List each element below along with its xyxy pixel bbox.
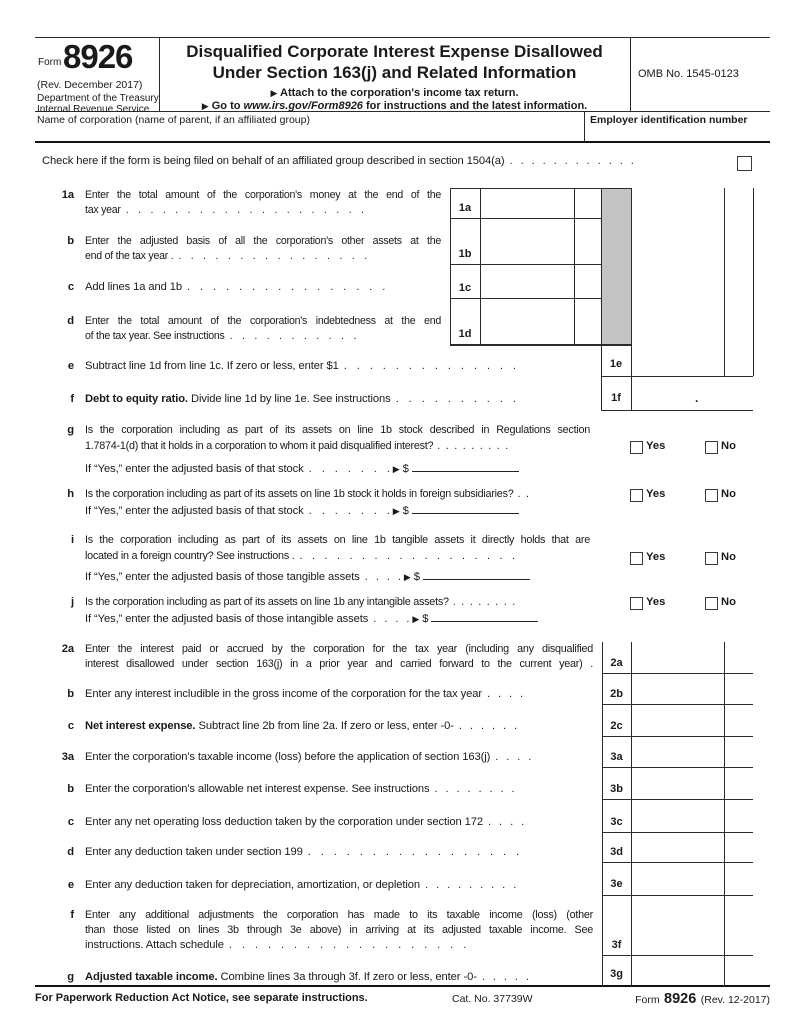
label-1g-yes: Yes: [646, 440, 666, 452]
label-1j-no: No: [721, 596, 736, 608]
box-label-2b: 2b: [610, 688, 623, 700]
amount-field-1d[interactable]: [481, 300, 600, 343]
box-label-3e: 3e: [610, 878, 623, 890]
checkbox-1j-no[interactable]: [705, 597, 718, 610]
line-number-3c: c: [67, 816, 74, 828]
form-revision: (Rev. December 2017): [37, 79, 143, 91]
checkbox-1g-no[interactable]: [705, 441, 718, 454]
grid-line: [602, 673, 753, 674]
grid-line: [602, 832, 753, 833]
line-1j-if-yes: If “Yes,” enter the adjusted basis of those intangible assets . . . . ▶ $: [85, 611, 538, 626]
line-2b-text: Enter any interest includible in the gross income of the corporation for the tax year . . . .: [85, 688, 524, 700]
grid-line: [602, 862, 753, 863]
form-bottom-rule: [35, 985, 770, 987]
label-1h-no: No: [721, 488, 736, 500]
goto-instruction: ▶ Go to www.irs.gov/Form8926 for instructions and the latest information.: [201, 100, 588, 112]
right-arrow-icon: ▶: [392, 464, 400, 474]
amount-field-2b[interactable]: [632, 675, 752, 703]
line-number-3d: d: [67, 846, 74, 858]
line-number-1a: 1a: [61, 189, 74, 201]
label-1i-yes: Yes: [646, 551, 666, 563]
checkbox-1h-no[interactable]: [705, 489, 718, 502]
grid-line: [450, 264, 601, 265]
ratio-decimal-point: .: [695, 391, 699, 405]
amount-field-3e[interactable]: [632, 864, 752, 894]
amount-field-3d[interactable]: [632, 834, 752, 861]
line-number-3a: 3a: [61, 751, 74, 763]
ein-input[interactable]: [590, 126, 765, 141]
grid-line: [602, 704, 753, 705]
line-number-1h: h: [67, 488, 74, 500]
grid-line: [602, 895, 753, 896]
line-number-3e: e: [67, 879, 74, 891]
amount-field-3g[interactable]: [632, 957, 752, 984]
affiliated-group-checkbox[interactable]: [737, 156, 752, 171]
line-1b-text: Enter the adjusted basis of all the corporation's other assets at the: [85, 235, 441, 247]
grid-line: [602, 736, 753, 737]
box-label-3a: 3a: [610, 751, 623, 763]
line-1c-text: Add lines 1a and 1b . . . . . . . . . . . . . . . .: [85, 281, 386, 293]
line-3d-text: Enter any deduction taken under section 199 . . . . . . . . . . . . . . . . .: [85, 846, 520, 858]
amount-field-3f[interactable]: [632, 897, 752, 954]
name-input[interactable]: [37, 126, 577, 141]
form-title-line1: Disqualified Corporate Interest Expense Disallowed: [186, 42, 603, 61]
line-1d-text: Enter the total amount of the corporation's indebtedness at the end: [85, 315, 441, 327]
line-1b-text2: end of the tax year . . . . . . . . . . . . . . . . .: [85, 250, 367, 262]
entity-row-rule: [35, 141, 770, 143]
shaded-column: [602, 188, 631, 344]
grid-line: [602, 955, 753, 956]
box-label-1f: 1f: [611, 392, 621, 404]
line-3e-text: Enter any deduction taken for depreciation, amortization, or depletion . . . . . . . . .: [85, 879, 517, 891]
grid-line: [450, 218, 601, 219]
form-title-line2: Under Section 163(j) and Related Information: [212, 63, 577, 82]
grid-line: [602, 799, 753, 800]
footer-form-id: Form 8926 (Rev. 12-2017): [635, 991, 770, 1007]
line-number-1f: f: [70, 393, 74, 405]
amount-field-2a[interactable]: [632, 644, 752, 672]
right-arrow-icon: ▶: [270, 88, 278, 98]
dot-leader: . . . . . . . . . . .: [229, 330, 357, 342]
catalog-number: Cat. No. 37739W: [452, 993, 533, 1005]
affiliated-group-line: Check here if the form is being filed on behalf of an affiliated group described in section 1504(a) . . . . . . . . . . . .: [42, 155, 634, 167]
line-1g-text2: 1.7874-1(d) that it holds in a corporation to whom it paid disqualified interest? . . . . . . . . .: [85, 440, 509, 452]
grid-line: [602, 767, 753, 768]
dot-leader: . . . . . . . . . . . .: [509, 155, 634, 167]
label-1j-yes: Yes: [646, 596, 666, 608]
amount-field-2c[interactable]: [632, 707, 752, 735]
box-label-3g: 3g: [610, 968, 623, 980]
line-2a-text: Enter the interest paid or accrued by the corporation for the tax year (including any disqualified: [85, 643, 593, 655]
line-1i-if-yes: If “Yes,” enter the adjusted basis of those tangible assets . . . . ▶ $: [85, 569, 530, 584]
dot-leader: . . . . . . . . . . . . . . . . .: [307, 846, 520, 858]
dot-leader: . . . .: [486, 688, 524, 700]
grid-line: [601, 410, 753, 411]
adjusted-basis-field-1g[interactable]: [412, 461, 519, 472]
irs-url: www.irs.gov/Form8926: [243, 100, 363, 112]
amount-field-1a[interactable]: [481, 190, 600, 217]
checkbox-1g-yes[interactable]: [630, 441, 643, 454]
line-number-1d: d: [67, 315, 74, 327]
box-label-1a: 1a: [458, 202, 472, 214]
line-3a-text: Enter the corporation's taxable income (loss) before the application of section 163(j) . . . .: [85, 751, 532, 763]
line-1i-text2: located in a foreign country? See instructions . . . . . . . . . . . . . . . . . . .: [85, 550, 515, 562]
line-number-2c: c: [67, 720, 74, 732]
line-3c-text: Enter any net operating loss deduction taken by the corporation under section 172 . . . .: [85, 816, 525, 828]
checkbox-1i-no[interactable]: [705, 552, 718, 565]
grid-line: [450, 188, 632, 189]
line-3g-text: Adjusted taxable income. Combine lines 3a through 3f. If zero or less, enter -0- . . . . .: [85, 971, 529, 983]
top-rule: [35, 37, 770, 38]
ratio-field-1f[interactable]: [632, 378, 752, 409]
right-arrow-icon: ▶: [403, 572, 411, 582]
line-number-3f: f: [70, 909, 74, 921]
line-1h-text: Is the corporation including as part of its assets on line 1b stock it holds in foreign subsidiaries? . .: [85, 488, 529, 500]
line-1i-text: Is the corporation including as part of its assets on line 1b tangible assets it directly holds that are: [85, 534, 590, 546]
label-1h-yes: Yes: [646, 488, 666, 500]
dot-leader: . . . . . . . . .: [425, 879, 517, 891]
amount-field-1e[interactable]: [632, 347, 752, 375]
dot-leader: . . . . . . . . . . . . . . . . . . .: [228, 939, 467, 951]
line-1a-text2: tax year . . . . . . . . . . . . . . . . . . . .: [85, 204, 364, 216]
form-word: Form: [38, 57, 62, 68]
line-1g-if-yes: If “Yes,” enter the adjusted basis of that stock . . . . . . . ▶ $: [85, 461, 519, 476]
dot-leader: . . . . . . . . . . . . . . . .: [178, 250, 367, 262]
dot-leader: . .: [517, 488, 529, 500]
box-label-3d: 3d: [610, 846, 623, 858]
line-3f-text3: instructions. Attach schedule . . . . . . . . . . . . . . . . . . .: [85, 939, 467, 951]
amount-field-3c[interactable]: [632, 802, 752, 831]
amount-field-3b[interactable]: [632, 770, 752, 798]
grid-line: [450, 298, 601, 299]
grid-line: [601, 376, 753, 377]
attach-instruction: ▶ Attach to the corporation's income tax return.: [270, 87, 519, 99]
dot-leader: . . . .: [488, 816, 525, 828]
right-arrow-icon: ▶: [392, 506, 400, 516]
line-1d-text2: of the tax year. See instructions . . . . . . . . . . .: [85, 330, 357, 342]
adjusted-basis-field-1i[interactable]: [423, 569, 530, 580]
label-1g-no: No: [721, 440, 736, 452]
grid-right-edge: [753, 188, 754, 376]
grid-line: [450, 344, 632, 346]
paperwork-notice: For Paperwork Reduction Act Notice, see separate instructions.: [35, 992, 368, 1004]
line-number-1i: i: [70, 534, 74, 546]
line-number-1g: g: [67, 424, 74, 436]
dot-leader: . . . . . . . . . .: [395, 393, 516, 405]
dot-leader: . . . . . . . . . . . . . . . . . . . .: [125, 204, 364, 216]
line-3f-text: Enter any additional adjustments the corporation has made to its taxable income (loss) (other: [85, 909, 593, 921]
line-1e-text: Subtract line 1d from line 1c. If zero or less, enter $1 . . . . . . . . . . . . . .: [85, 360, 516, 372]
name-ein-divider: [584, 111, 585, 142]
omb-number: OMB No. 1545-0123: [638, 68, 739, 80]
right-arrow-icon: ▶: [201, 101, 209, 111]
dot-leader: . . . . . . . . . . . . . .: [343, 360, 516, 372]
line-number-3b: b: [67, 783, 74, 795]
line-1a-text: Enter the total amount of the corporation's money at the end of the: [85, 189, 441, 201]
line-number-2b: b: [67, 688, 74, 700]
box-label-2c: 2c: [610, 720, 623, 732]
dot-leader: . . . .: [495, 751, 532, 763]
dot-leader: . . . . . . .: [308, 505, 390, 517]
dot-leader: . . . . . . . .: [434, 783, 515, 795]
box-label-1d: 1d: [458, 328, 472, 340]
header-divider-right: [630, 37, 631, 111]
dot-leader: . . . . . . . . . . . . . . . . . .: [299, 550, 515, 562]
dot-leader: . . . .: [364, 571, 401, 583]
dot-leader: . . . .: [373, 613, 410, 625]
dot-leader: . . . . .: [481, 971, 529, 983]
box-label-1b: 1b: [458, 248, 472, 260]
amount-field-3a[interactable]: [632, 738, 752, 766]
line-number-3g: g: [67, 971, 74, 983]
agency-label: Internal Revenue Service: [37, 104, 150, 115]
box-label-1c: 1c: [458, 282, 472, 294]
checkbox-1h-yes[interactable]: [630, 489, 643, 502]
amount-field-1b[interactable]: [481, 220, 600, 263]
box-label-3c: 3c: [610, 816, 623, 828]
line-number-2a: 2a: [61, 643, 74, 655]
line-number-1b: b: [67, 235, 74, 247]
adjusted-basis-field-1j[interactable]: [431, 611, 538, 622]
dot-leader: . . . . . . . .: [452, 596, 515, 608]
name-of-corporation-label: Name of corporation (name of parent, if an affiliated group): [37, 114, 310, 126]
box-label-3b: 3b: [610, 783, 623, 795]
line-2a-text2: interest disallowed under section 163(j) in a prior year and carried forward to the current year) .: [85, 658, 593, 670]
dot-leader: . . . . . . . . .: [437, 440, 509, 452]
checkbox-1j-yes[interactable]: [630, 597, 643, 610]
box-label-1e: 1e: [609, 358, 623, 370]
line-1f-text: Debt to equity ratio. Divide line 1d by line 1e. See instructions . . . . . . . . . .: [85, 393, 516, 405]
label-1i-no: No: [721, 551, 736, 563]
adjusted-basis-field-1h[interactable]: [412, 503, 519, 514]
line-3b-text: Enter the corporation's allowable net interest expense. See instructions . . . . . . . .: [85, 783, 515, 795]
ein-label: Employer identification number: [590, 114, 748, 126]
footer-form-number: 8926: [664, 991, 697, 1007]
department-label: Department of the Treasury: [37, 93, 159, 104]
checkbox-1i-yes[interactable]: [630, 552, 643, 565]
box-label-2a: 2a: [610, 657, 623, 669]
line-2c-text: Net interest expense. Subtract line 2b from line 2a. If zero or less, enter -0- . . . . . .: [85, 720, 518, 732]
amount-field-1c[interactable]: [481, 266, 600, 297]
dot-leader: . . . . . . .: [308, 463, 390, 475]
line-1g-text: Is the corporation including as part of its assets on line 1b stock described in Regulations section: [85, 424, 590, 436]
line-1h-if-yes: If “Yes,” enter the adjusted basis of that stock . . . . . . . ▶ $: [85, 503, 519, 518]
line-1j-text: Is the corporation including as part of its assets on line 1b any intangible assets? . . . . . . . .: [85, 596, 515, 608]
line-number-1e: e: [67, 360, 74, 372]
right-arrow-icon: ▶: [412, 614, 420, 624]
line-number-1c: c: [67, 281, 74, 293]
dot-leader: . . . . . . . . . . . . . . . .: [187, 281, 386, 293]
line-3f-text2: than those listed on lines 3b through 3e above) in arriving at its adjusted taxable income. See: [85, 924, 593, 936]
dot-leader: . . . . . .: [458, 720, 518, 732]
box-label-3f: 3f: [611, 939, 622, 951]
line-number-1j: j: [70, 596, 74, 608]
form-number: 8926: [63, 38, 133, 75]
